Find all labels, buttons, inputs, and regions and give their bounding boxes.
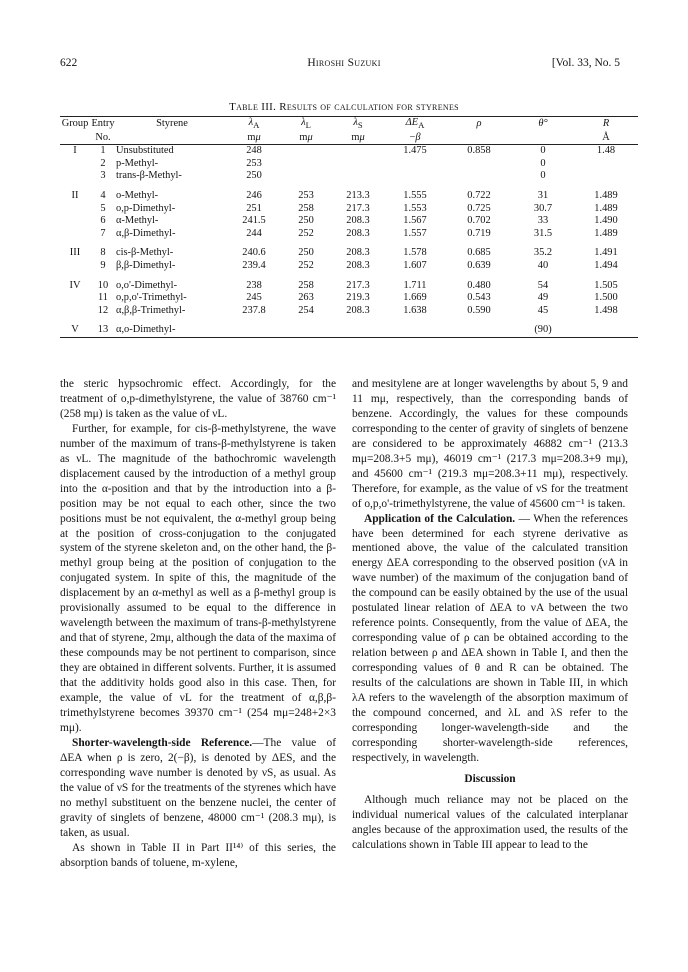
table-cell: 213.3	[346, 190, 370, 202]
table-cell: 0.722	[467, 190, 491, 202]
table-cell: 246	[246, 190, 262, 202]
paragraph	[352, 512, 628, 766]
group-cell: V	[60, 317, 90, 337]
right-text-column	[352, 377, 628, 853]
table-cell: 0.858	[467, 145, 491, 157]
table-cell	[332, 158, 384, 171]
header-group: Group	[60, 117, 90, 132]
table-cell: 1.48	[596, 145, 616, 157]
table-cell: 0	[540, 145, 546, 157]
paragraph-text: — When the references have been determined for each styrene derivative as mentioned above, the value of the calculated transition energy ΔEA corresponding to the observed position (νA in wave number) of the maximum of the conjugation band of the compound can be easily obtained by the use of the usual postulated linear relation of ΔEA to νA between the two reference points. Consequently, from the value of ΔEA, the corresponding value of ρ can be obtained according to the relation between ρ and ΔEA shown in Table I, and then the corresponding values of θ and R can be obtained. The results of the calculations are shown in Table III, in which λA refers to the wavelength of the absorption maximum of the compound concerned, and λL and λS refer to the corresponding longer-wavelength-side and the corresponding shorter-wavelength-side references, respectively, in wavelength.	[352, 512, 628, 764]
paragraph: As shown in Table II in Part II¹⁴⁾ of this series, the absorption bands of toluene, m-xylene,	[60, 841, 336, 869]
table-cell	[280, 158, 332, 171]
table-cell: 10	[97, 279, 109, 291]
table-cell: 30.7	[533, 202, 553, 214]
group-cell	[60, 292, 90, 305]
header-lambda-a: $\lambda_A$	[228, 117, 280, 132]
table-cell: 35.2	[533, 247, 553, 259]
table-cell: 8	[100, 247, 106, 259]
table-cell: 258	[298, 279, 314, 291]
table-cell: 0.639	[467, 260, 491, 272]
table-row	[60, 228, 638, 241]
group-cell	[60, 215, 90, 228]
subsection-heading: Shorter-wavelength-side Reference.	[72, 736, 253, 749]
table-cell: 241.5	[242, 215, 266, 227]
header-rho: ρ	[446, 117, 512, 132]
table-cell: 40	[537, 260, 549, 272]
header-unit-l: mμ	[280, 132, 332, 145]
paragraph: and mesitylene are at longer wavelengths by about 5, 9 and 11 mμ, respectively, than the corresponding bands of benzene. Accordingly, the values for these compounds corresponding to the center of gravity of singlets of benzene are considered to be approximately 46882 cm⁻¹ (213.3 mμ=208.3+5 mμ), 46019 cm⁻¹ (217.3 mμ=208.3+9 mμ), and 45600 cm⁻¹ (219.3 mμ=208.3+11 mμ), respectively. Therefore, for example, as the value of νS for the treatment of o,p,o'-trimethylstyrene, the value of 45600 cm⁻¹ is taken.	[352, 378, 628, 510]
subsection-heading: Application of the Calculation.	[364, 512, 516, 525]
table-cell: 1.555	[403, 190, 427, 202]
group-cell	[60, 170, 90, 183]
table-cell: 1.557	[403, 227, 427, 239]
table-cell: 238	[246, 279, 262, 291]
table-cell: 237.8	[242, 304, 266, 316]
page-number: 622	[60, 57, 78, 69]
table-cell: o,o'-Dimethyl-	[116, 279, 178, 291]
table-cell	[574, 170, 638, 183]
header-lambda-s: $\lambda_S$	[332, 117, 384, 132]
table-cell: 208.3	[346, 304, 370, 316]
table-cell: 208.3	[346, 215, 370, 227]
table-cell: 7	[100, 227, 106, 239]
table-cell: 45	[537, 304, 549, 316]
group-cell: III	[69, 247, 81, 259]
table-cell: 252	[298, 260, 314, 272]
table-cell: p-Methyl-	[116, 157, 159, 169]
table-cell	[384, 170, 446, 183]
table-cell: 239.4	[242, 260, 266, 272]
table-cell: 258	[298, 202, 314, 214]
table-cell: 1	[100, 145, 106, 157]
table-cell: 245	[246, 292, 262, 304]
table-cell: 4	[100, 190, 106, 202]
table-cell: 9	[100, 260, 106, 272]
results-table	[60, 116, 638, 338]
table-cell: α,β,β-Trimethyl-	[116, 304, 186, 316]
header-unit-a: mμ	[228, 132, 280, 145]
header-styrene: Styrene	[116, 117, 228, 132]
group-cell	[60, 158, 90, 171]
paragraph	[60, 736, 336, 841]
table-cell: 0.702	[467, 215, 491, 227]
table-cell: 250	[298, 215, 314, 227]
table-cell: 54	[537, 279, 549, 291]
table-cell: trans-β-Methyl-	[116, 170, 182, 182]
header-entry: Entry	[90, 117, 116, 132]
table-caption: Table III. Results of calculation for styrenes	[229, 101, 459, 113]
left-text-column	[60, 377, 336, 870]
table-cell: 0.685	[467, 247, 491, 259]
table-row	[60, 260, 638, 273]
table-cell: 1.490	[594, 215, 618, 227]
table-cell: 253	[246, 157, 262, 169]
group-cell	[60, 203, 90, 216]
table-cell: 248	[246, 145, 262, 157]
group-cell	[60, 228, 90, 241]
table-cell: 250	[298, 247, 314, 259]
table-cell: 0	[540, 170, 546, 182]
table-cell	[280, 145, 332, 158]
table-cell: 219.3	[346, 292, 370, 304]
table-cell	[446, 317, 512, 337]
table-row	[60, 183, 638, 203]
table-cell	[332, 317, 384, 337]
table-row	[60, 317, 638, 337]
table-cell: 1.489	[594, 202, 618, 214]
table-cell: 253	[298, 190, 314, 202]
paragraph: Further, for example, for cis-β-methylstyrene, the wave number of the maximum of trans-β-methylstyrene is taken as νL. The magnitude of the bathochromic wavelength displacement caused by the introduction of a methyl group into the α-position and that by the introduction into a β-position may be not equal to each other, since the two positions must be not equivalent, the α-methyl group being at the position of cross-conjugation to the conjugated system of the styrene skeleton and, on the other hand, the β-methyl group being at the position of conjugation to the conjugated system. In spite of this, the magnitude of the displacement by an α-methyl as well as a β-methyl group is provisionally assumed to be equal to the difference in wavelength between the maximum of trans-β-methylstyrene and that of styrene, 2mμ, although the data of the maxima of these compounds may be not pertinent to comparison, since they are obtained in different solvents. Further, it is assumed that the additivity holds good also in this case. Then, for example, the value of νL for the treatment of α,β,β-trimethylstyrene becomes 39370 cm⁻¹ (254 mμ=248+2×3 mμ).	[60, 422, 336, 734]
header-theta: θ°	[512, 117, 574, 132]
table-cell: 1.607	[403, 260, 427, 272]
table-cell: 33	[537, 215, 549, 227]
table-cell	[574, 158, 638, 171]
table-cell: 0.719	[467, 227, 491, 239]
table-cell	[332, 170, 384, 183]
section-heading: Discussion	[464, 772, 516, 785]
header-entry-no: No.	[90, 132, 116, 145]
table-cell: cis-β-Methyl-	[116, 247, 174, 259]
table-row	[60, 292, 638, 305]
table-cell: 0	[540, 157, 546, 169]
table-cell: 0.725	[467, 202, 491, 214]
table-cell: 49	[537, 292, 549, 304]
header-delta-ea: $\Delta E_A$	[384, 117, 446, 132]
table-cell: 217.3	[346, 202, 370, 214]
table-cell: 31	[537, 190, 549, 202]
table-cell: 263	[298, 292, 314, 304]
table-cell: 1.491	[594, 247, 618, 259]
table-cell: 250	[246, 170, 262, 182]
table-cell: 251	[246, 202, 262, 214]
group-cell	[60, 260, 90, 273]
table-row	[60, 158, 638, 171]
paragraph: the steric hypsochromic effect. Accordingly, for the treatment of o,p-dimethylstyrene, the value of 38760 cm⁻¹ (258 mμ) is taken as the value of νL.	[60, 378, 336, 420]
paragraph-text: —The value of ΔEA when ρ is zero, 2(−β), is denoted by ΔES, and the corresponding wave number is denoted by νS, as usual. As the value of νS for the treatments of the styrenes which have no methyl substituent on the benzene nuclei, the center of gravity of singlets of benzene, 48000 cm⁻¹ (208.3 mμ), is taken, as usual.	[60, 736, 336, 839]
table-cell	[446, 170, 512, 183]
table-cell: o,p-Dimethyl-	[116, 202, 176, 214]
table-cell: α,o-Dimethyl-	[116, 317, 228, 337]
table-cell: 1.567	[403, 215, 427, 227]
table-cell	[280, 317, 332, 337]
table-cell: 6	[100, 215, 106, 227]
table-row	[60, 145, 638, 158]
table-cell: 11	[97, 292, 108, 304]
table-cell: 244	[246, 227, 262, 239]
header-r: R	[574, 117, 638, 132]
table-cell: 252	[298, 227, 314, 239]
header-unit-r: Å	[574, 132, 638, 145]
table-cell: 1.500	[594, 292, 618, 304]
group-cell: II	[71, 190, 79, 202]
table-cell	[574, 317, 638, 337]
table-cell: 12	[97, 304, 109, 316]
table-cell: o,p,o'-Trimethyl-	[116, 292, 187, 304]
table-cell: 254	[298, 304, 314, 316]
table-cell	[280, 170, 332, 183]
table-cell	[384, 317, 446, 337]
table-cell: 1.669	[403, 292, 427, 304]
table-cell: 2	[100, 157, 106, 169]
group-cell: I	[73, 145, 77, 157]
table-row	[60, 170, 638, 183]
table-cell: 208.3	[346, 247, 370, 259]
table-cell: (90)	[512, 317, 574, 337]
table-cell: 208.3	[346, 227, 370, 239]
table-row	[60, 215, 638, 228]
table-cell: α-Methyl-	[116, 215, 159, 227]
table-cell: 1.475	[403, 145, 427, 157]
table-cell: 0.590	[467, 304, 491, 316]
table-cell: 0.480	[467, 279, 491, 291]
running-head-author: Hiroshi Suzuki	[307, 57, 381, 69]
table-cell: 1.505	[594, 279, 618, 291]
table-row	[60, 305, 638, 318]
table-cell: β,β-Dimethyl-	[116, 260, 176, 272]
paragraph: Although much reliance may not be placed on the individual numerical values of the calculated interplanar angles because of the approximation used, the results of the calculations shown in Table III appear to lead to the	[352, 793, 628, 851]
table-cell: 31.5	[533, 227, 553, 239]
table-cell: o-Methyl-	[116, 190, 159, 202]
table-row	[60, 203, 638, 216]
table-cell: 1.578	[403, 247, 427, 259]
table-row	[60, 240, 638, 260]
table-cell: 1.553	[403, 202, 427, 214]
table-cell: 1.498	[594, 304, 618, 316]
group-cell	[60, 305, 90, 318]
table-cell: 1.489	[594, 190, 618, 202]
table-cell: α,β-Dimethyl-	[116, 227, 176, 239]
table-row	[60, 273, 638, 293]
table-cell: 5	[100, 202, 106, 214]
table-cell: 1.494	[594, 260, 618, 272]
group-cell: IV	[69, 279, 81, 291]
table-cell: 3	[100, 170, 106, 182]
table-cell	[228, 317, 280, 337]
table-cell: 1.489	[594, 227, 618, 239]
table-cell: 240.6	[242, 247, 266, 259]
table-cell	[332, 145, 384, 158]
table-cell: 208.3	[346, 260, 370, 272]
table-cell: Unsubstituted	[116, 145, 174, 157]
header-unit-ea: −β	[384, 132, 446, 145]
table-cell: 1.638	[403, 304, 427, 316]
table-cell	[446, 158, 512, 171]
header-lambda-l: $\lambda_L$	[280, 117, 332, 132]
table-cell: 0.543	[467, 292, 491, 304]
table-cell: 13	[90, 317, 116, 337]
table-cell: 217.3	[346, 279, 370, 291]
table-cell: 1.711	[403, 279, 427, 291]
table-cell	[384, 158, 446, 171]
header-unit-s: mμ	[332, 132, 384, 145]
volume-info: [Vol. 33, No. 5	[551, 57, 620, 69]
